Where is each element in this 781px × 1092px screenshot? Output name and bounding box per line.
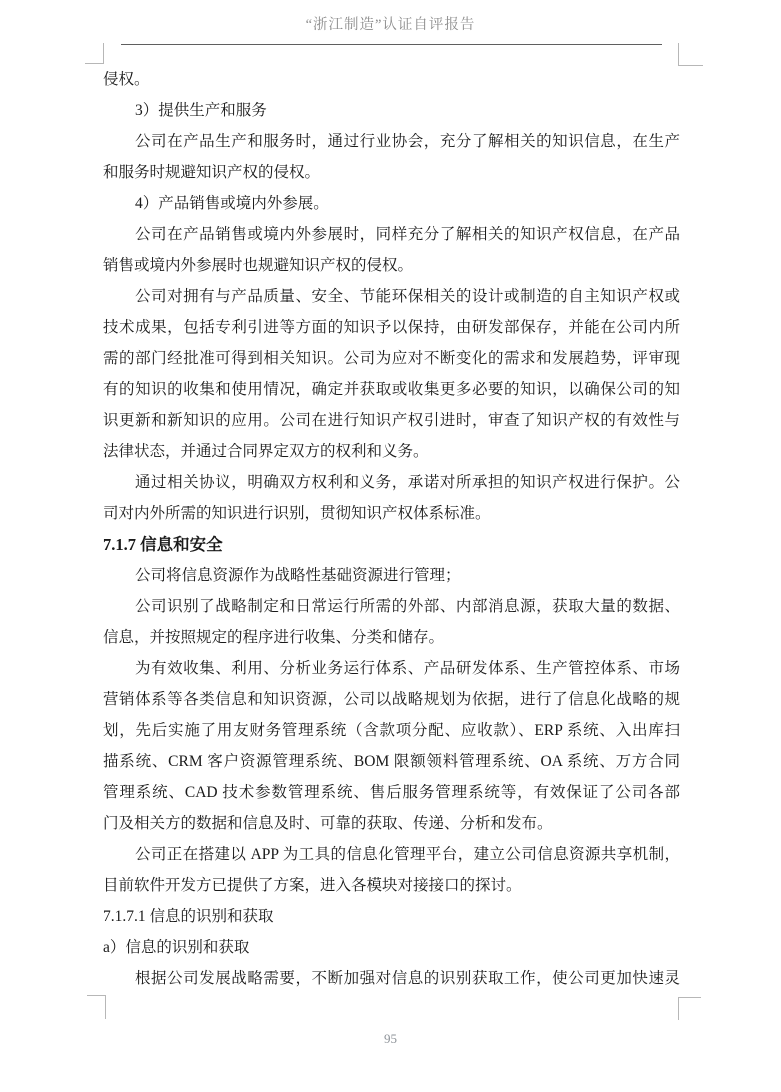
crop-mark-bottom-left: [87, 995, 106, 1019]
text-line: 描系统、CRM 客户资源管理系统、BOM 限额领料管理系统、OA 系统、万方合同: [103, 753, 680, 770]
text-line: 侵权。: [103, 71, 150, 88]
header-rule: [121, 44, 662, 45]
text-line: 7.1.7.1 信息的识别和获取: [103, 908, 274, 925]
crop-mark-bottom-right: [678, 997, 701, 1020]
document-body: [103, 64, 680, 994]
text-line: a）信息的识别和获取: [103, 939, 250, 956]
text-line: 3）提供生产和服务: [135, 102, 267, 119]
text-line: 和服务时规避知识产权的侵权。: [103, 164, 321, 181]
text-line: 根据公司发展战略需要，不断加强对信息的识别获取工作，使公司更加快速灵: [135, 970, 680, 987]
page-number: 95: [384, 1031, 397, 1046]
text-line: 为有效收集、利用、分析业务运行体系、产品研发体系、生产管控体系、市场: [135, 660, 680, 677]
text-line: 公司在产品销售或境内外参展时，同样充分了解相关的知识产权信息，在产品: [135, 226, 680, 243]
text-line: 法律状态，并通过合同界定双方的权利和义务。: [103, 443, 429, 460]
page-header-title: “浙江制造”认证自评报告: [305, 17, 476, 33]
text-line: 划，先后实施了用友财务管理系统（含款项分配、应收款）、ERP 系统、入出库扫: [103, 722, 680, 739]
text-line: 目前软件开发方已提供了方案，进入各模块对接接口的探讨。: [103, 877, 522, 894]
text-line: 营销体系等各类信息和知识资源，公司以战略规划为依据，进行了信息化战略的规: [103, 691, 680, 708]
text-line: 公司对拥有与产品质量、安全、节能环保相关的设计或制造的自主知识产权或: [135, 288, 680, 305]
crop-mark-top-right: [678, 43, 703, 66]
text-line: 公司正在搭建以 APP 为工具的信息化管理平台，建立公司信息资源共享机制，: [135, 846, 680, 863]
text-line: 销售或境内外参展时也规避知识产权的侵权。: [103, 257, 414, 274]
text-line: 识更新和新知识的应用。公司在进行知识产权引进时，审查了知识产权的有效性与: [103, 412, 680, 429]
text-line: 门及相关方的数据和信息及时、可靠的获取、传递、分析和发布。: [103, 815, 553, 832]
text-line: 公司将信息资源作为战略性基础资源进行管理；: [135, 567, 461, 584]
text-line: 管理系统、CAD 技术参数管理系统、售后服务管理系统等，有效保证了公司各部: [103, 784, 680, 801]
text-line: 信息，并按照规定的程序进行收集、分类和储存。: [103, 629, 445, 646]
text-line: 技术成果，包括专利引进等方面的知识予以保持，由研发部保存，并能在公司内所: [103, 319, 680, 336]
text-line: 司对内外所需的知识进行识别，贯彻知识产权体系标准。: [103, 505, 491, 522]
crop-mark-top-left: [85, 43, 104, 64]
text-line: 4）产品销售或境内外参展。: [135, 195, 329, 212]
text-line: 公司识别了战略制定和日常运行所需的外部、内部消息源，获取大量的数据、: [135, 598, 680, 615]
text-line: 公司在产品生产和服务时，通过行业协会，充分了解相关的知识信息，在生产: [135, 133, 680, 150]
text-line: 通过相关协议，明确双方权利和义务，承诺对所承担的知识产权进行保护。公: [135, 474, 680, 491]
text-line: 有的知识的收集和使用情况，确定并获取或收集更多必要的知识，以确保公司的知: [103, 381, 680, 398]
text-line: 需的部门经批准可得到相关知识。公司为应对不断变化的需求和发展趋势，评审现: [103, 350, 680, 367]
text-line: 7.1.7 信息和安全: [103, 535, 223, 554]
